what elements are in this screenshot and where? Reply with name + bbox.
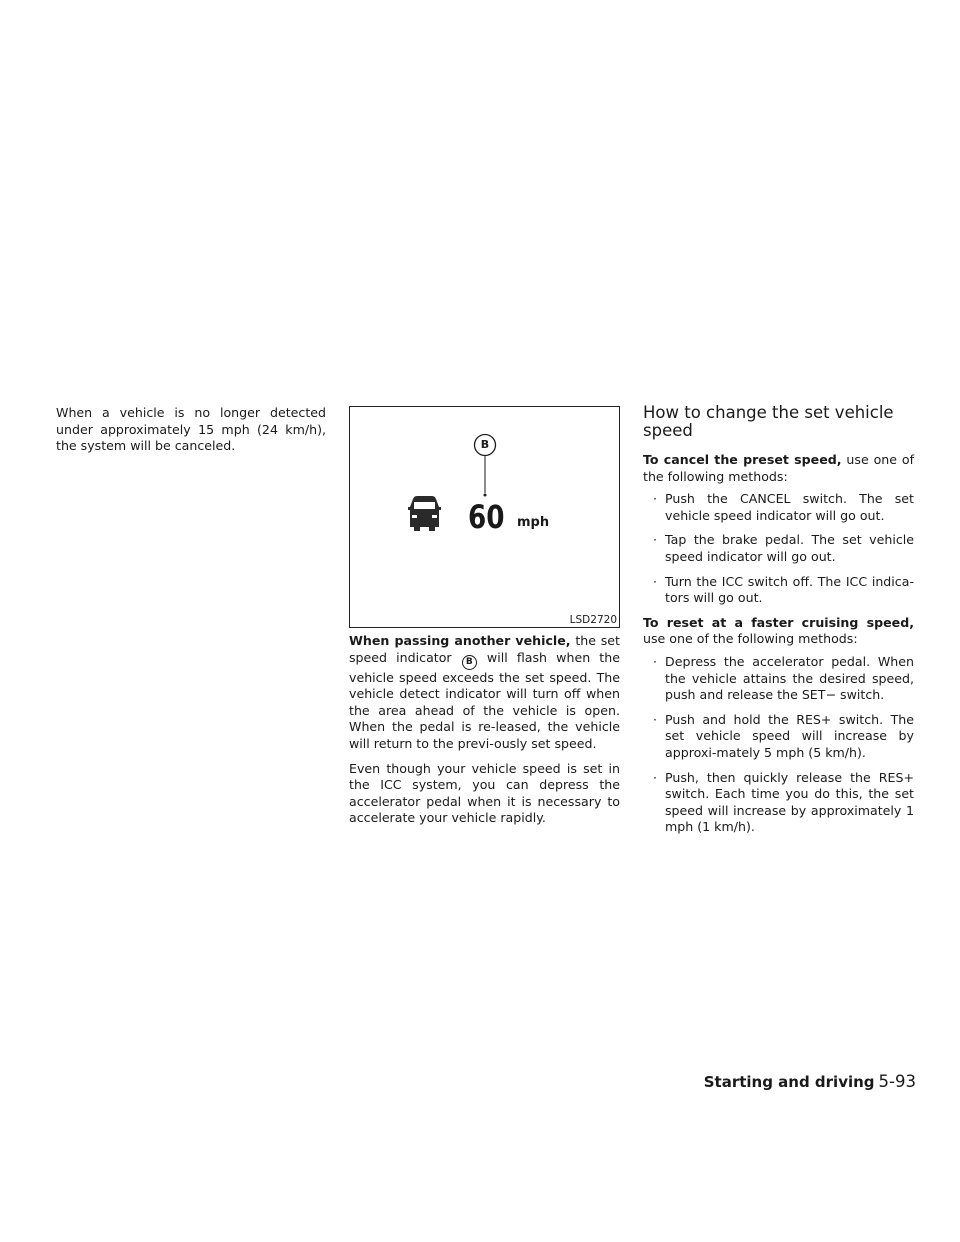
bullet: · bbox=[653, 573, 658, 589]
passing-vehicle-paragraph bbox=[349, 633, 620, 753]
list-item bbox=[643, 574, 914, 607]
middle-column bbox=[349, 633, 620, 835]
cancel-condition-paragraph: When a vehicle is no longer detected under approximately 15 mph (24 km/h), the system will be canceled. bbox=[56, 405, 326, 454]
list-item-text: Push and hold the RES+ switch. The set vehicle speed will increase by approxi-mately 5 mph (5 km/h). bbox=[665, 711, 914, 760]
callout-leader-dot bbox=[484, 494, 487, 497]
passing-vehicle-text-a: the set speed indicator bbox=[349, 633, 620, 665]
list-item-text: Turn the ICC switch off. The ICC indica-tors will go out. bbox=[665, 573, 914, 606]
callout-label: B bbox=[480, 438, 490, 451]
bullet: · bbox=[653, 491, 658, 507]
bullet: · bbox=[653, 653, 658, 669]
cancel-lead: To cancel the preset speed, bbox=[643, 452, 842, 467]
faster-intro bbox=[643, 615, 914, 648]
right-column bbox=[643, 404, 914, 844]
bullet: · bbox=[653, 532, 658, 548]
passing-vehicle-lead: When passing another vehicle, bbox=[349, 633, 571, 648]
figure-code: LSD2720 bbox=[569, 614, 617, 626]
page-number: 5-93 bbox=[878, 1072, 916, 1091]
list-item-text: Push the CANCEL switch. The set vehicle speed indicator will go out. bbox=[665, 491, 914, 523]
vehicle-ahead-icon bbox=[408, 496, 441, 531]
footer-section-title: Starting and driving bbox=[703, 1073, 875, 1091]
list-item-text: Push, then quickly release the RES+ switch. Each time you do this, the set speed will increase by approximately 1 mph (1 km/h). bbox=[665, 769, 914, 835]
set-speed-value: 60 bbox=[468, 498, 505, 536]
accelerator-paragraph: Even though your vehicle speed is set in the ICC system, you can depress the accelerator pedal when it is necessary to accelerate your vehicle rapidly. bbox=[349, 760, 620, 826]
cancel-text: use one of the following methods: bbox=[643, 452, 915, 484]
inline-callout: B bbox=[462, 655, 477, 670]
faster-text: use one of the following methods: bbox=[643, 631, 858, 647]
passing-vehicle-text-b: will flash when the vehicle speed exceeds the set speed. The vehicle detect indicator will turn off when the area ahead of the vehicle is open. When the pedal is re-leased, the vehicle will return to the previ-ously set speed. bbox=[349, 649, 620, 751]
list-item bbox=[643, 712, 914, 762]
cancel-methods-list bbox=[643, 491, 914, 607]
list-item bbox=[643, 532, 914, 565]
list-item-text: Tap the brake pedal. The set vehicle speed indicator will go out. bbox=[665, 532, 914, 564]
set-speed-unit: mph bbox=[517, 515, 550, 530]
left-column bbox=[56, 405, 326, 463]
list-item bbox=[643, 491, 914, 524]
faster-lead: To reset at a faster cruising speed, bbox=[643, 614, 914, 630]
list-item bbox=[643, 770, 914, 836]
set-speed-indicator-figure bbox=[349, 406, 620, 628]
cancel-intro bbox=[643, 452, 914, 485]
bullet: · bbox=[653, 711, 658, 727]
section-heading: How to change the set vehicle speed bbox=[643, 403, 894, 440]
page-footer bbox=[704, 1073, 916, 1091]
bullet: · bbox=[653, 769, 658, 785]
list-item bbox=[643, 654, 914, 704]
list-item-text: Depress the accelerator pedal. When the vehicle attains the desired speed, push and release the SET− switch. bbox=[665, 653, 914, 703]
faster-methods-list bbox=[643, 654, 914, 836]
